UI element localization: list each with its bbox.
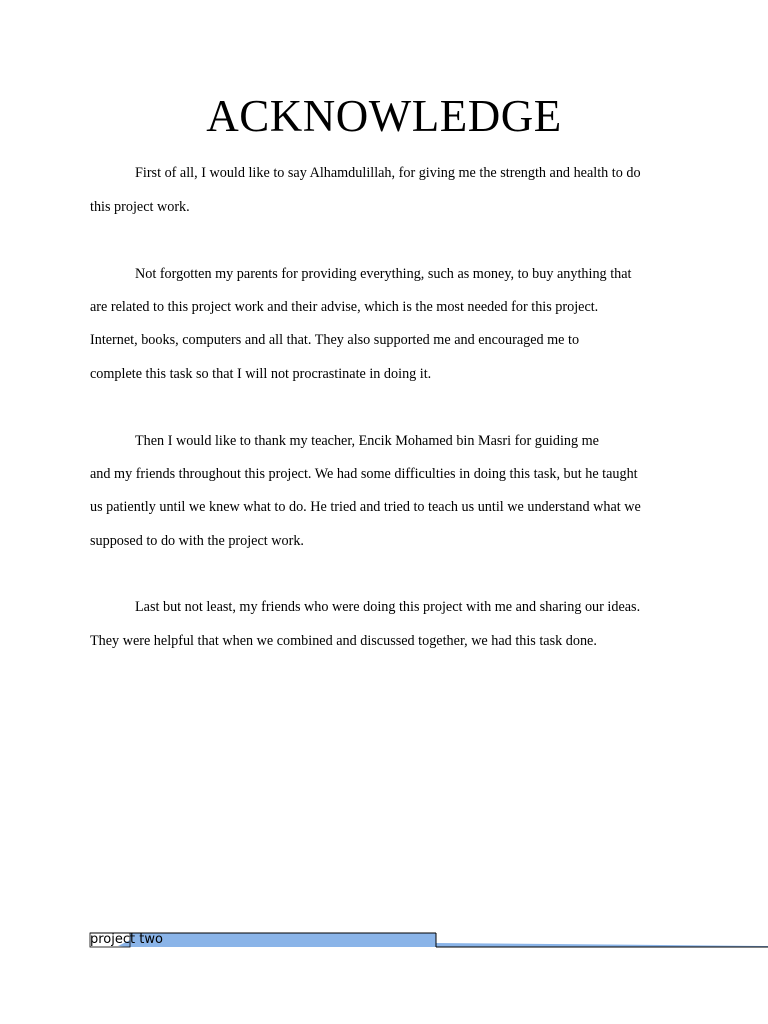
paragraph-line: and my friends throughout this project. We had some difficulties in doing this task, but he taught (90, 466, 638, 482)
paragraph-line: us patiently until we knew what to do. He tried and tried to teach us until we understand what we (90, 499, 641, 515)
footer-text: project two (90, 932, 163, 947)
paragraph-line: First of all, I would like to say Alhamdulillah, for giving me the strength and health to do (135, 165, 641, 181)
paragraph-line: Internet, books, computers and all that. They also supported me and encouraged me to (90, 332, 580, 348)
paragraph-line: Not forgotten my parents for providing everything, such as money, to buy anything that (135, 266, 632, 282)
paragraph-line: are related to this project work and their advise, which is the most needed for this project. (90, 299, 599, 315)
paragraph-line: Then I would like to thank my teacher, Encik Mohamed bin Masri for guiding me (135, 433, 599, 449)
paragraph-line: complete this task so that I will not procrastinate in doing it. (90, 366, 432, 382)
paragraph-line: supposed to do with the project work. (90, 533, 304, 549)
page-footer (0, 924, 768, 964)
paragraph-line: this project work. (90, 199, 190, 215)
paragraph-line: They were helpful that when we combined and discussed together, we had this task done. (90, 633, 597, 649)
paragraph-line: Last but not least, my friends who were doing this project with me and sharing our ideas. (135, 599, 641, 615)
page-title: ACKNOWLEDGE (206, 91, 562, 141)
